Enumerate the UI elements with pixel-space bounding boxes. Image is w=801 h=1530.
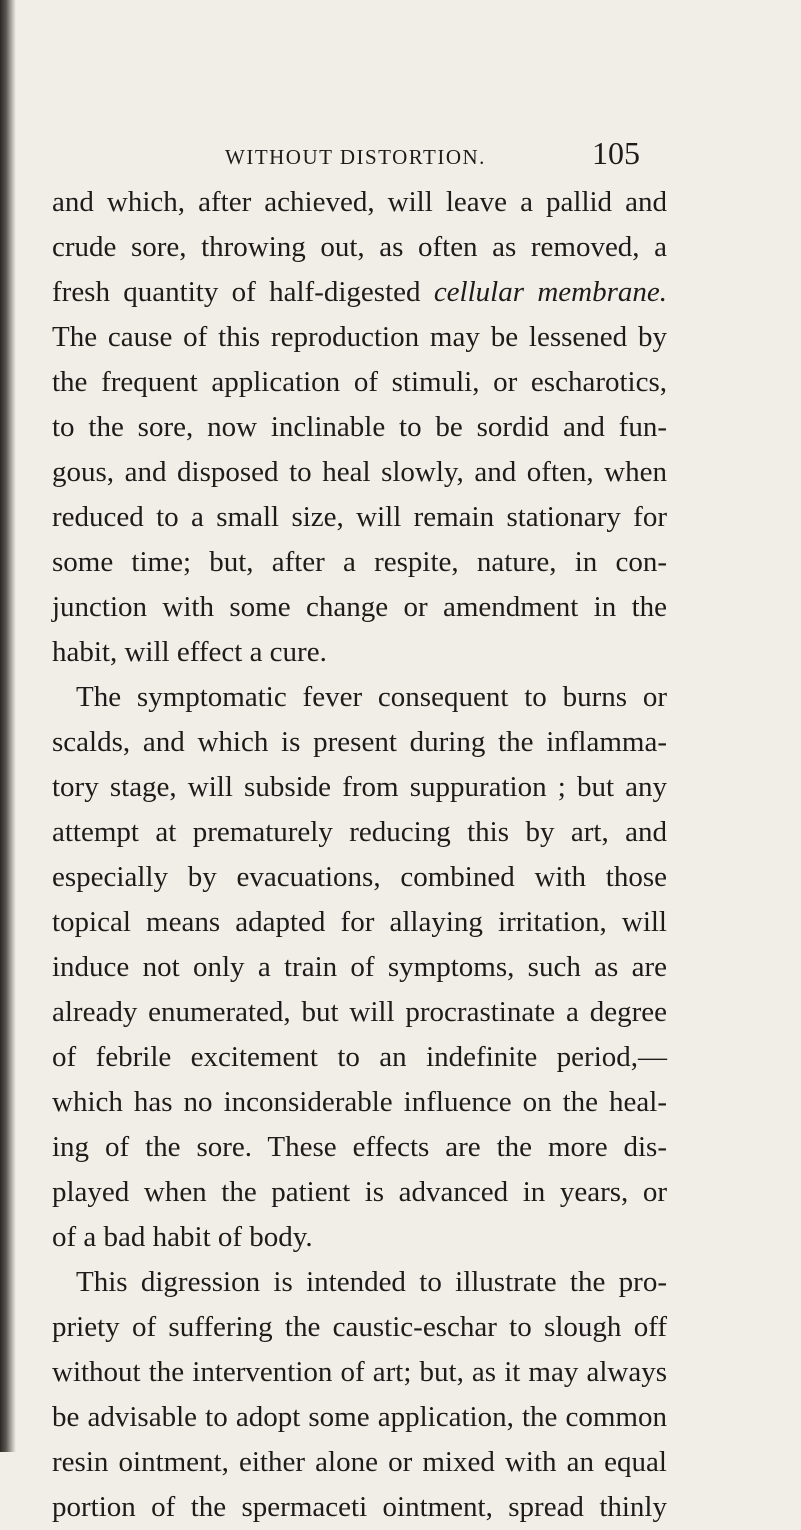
text-line: The symptomatic fever consequent to burns or [76,681,667,713]
text-line: topical means adapted for allaying irritation, will [52,906,667,938]
text-line: of febrile excitement to an indefinite period,— [52,1041,667,1073]
text-line: This digression is intended to illustrate the pro- [76,1266,667,1298]
text-segment: fresh quantity of half-digested [52,276,421,308]
text-line: played when the patient is advanced in years, or [52,1176,667,1208]
text-line: reduced to a small size, will remain stationary for [52,501,667,533]
text-line: which has no inconsiderable influence on the heal- [52,1086,667,1118]
book-spine-shadow [0,0,16,1452]
italic-term: cellular membrane. [433,276,667,308]
text-line: junction with some change or amendment in the [52,591,667,623]
text-line: tory stage, will subside from suppuration ; but any [52,771,667,803]
text-line: attempt at prematurely reducing this by art, and [52,816,667,848]
text-line: ing of the sore. These effects are the more dis- [52,1131,667,1163]
text-line: priety of suffering the caustic-eschar to slough off [52,1311,667,1343]
page-number: 105 [592,135,640,171]
running-head: WITHOUT DISTORTION. [225,145,486,169]
text-line [52,270,667,315]
text-line: The cause of this reproduction may be lessened by [52,321,667,353]
body-text [52,180,667,1530]
text-line: especially by evacuations, combined with those [52,861,667,893]
text-line: already enumerated, but will procrastinate a degree [52,996,667,1028]
text-line: crude sore, throwing out, as often as removed, a [52,231,667,263]
text-line: induce not only a train of symptoms, such as are [52,951,667,983]
text-line: resin ointment, either alone or mixed with an equal [52,1446,667,1478]
text-line: of a bad habit of body. [52,1221,313,1253]
text-line: gous, and disposed to heal slowly, and often, when [52,456,667,488]
text-line: habit, will effect a cure. [52,636,327,668]
text-line: be advisable to adopt some application, the common [52,1401,667,1433]
text-line: portion of the spermaceti ointment, spread thinly [52,1491,667,1523]
text-line: the frequent application of stimuli, or escharotics, [52,366,667,398]
text-line: scalds, and which is present during the inflamma- [52,726,667,758]
page-header [0,135,801,175]
text-line: without the intervention of art; but, as it may always [52,1356,667,1388]
text-line: some time; but, after a respite, nature, in con- [52,546,667,578]
text-line: to the sore, now inclinable to be sordid and fun- [52,411,667,443]
text-line: and which, after achieved, will leave a pallid and [52,186,667,218]
